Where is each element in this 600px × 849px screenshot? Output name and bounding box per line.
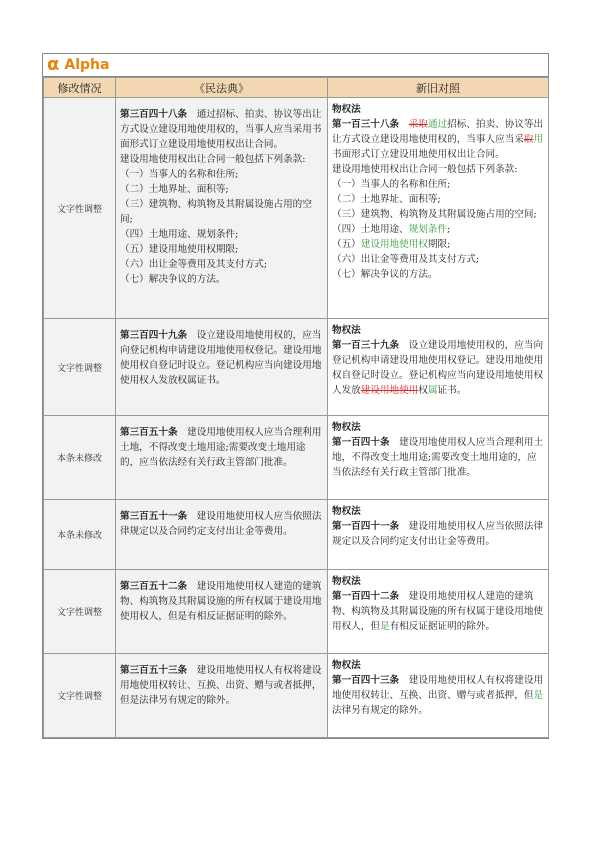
added-text: 规划条件 xyxy=(408,224,448,235)
status-cell: 文字性调整 xyxy=(44,654,116,738)
article-text xyxy=(399,119,409,130)
article-number: 第三百五十二条 xyxy=(120,581,188,592)
status-cell: 文字性调整 xyxy=(44,98,116,319)
article-text: 建设用地使用权人应当依照法律规定以及合同约定支付出让金等费用。 xyxy=(332,521,544,547)
table-header-row xyxy=(44,78,549,98)
law-label: 物权法 xyxy=(332,422,361,433)
civil-code-cell xyxy=(116,416,328,500)
article-line: （一）当事人的名称和住所; xyxy=(120,169,239,180)
article-line: （七）解决争议的方法。 xyxy=(332,269,438,280)
article-text: 法律另有规定的除外。 xyxy=(332,705,428,716)
article-text: 建设用地使用权人应当合理利用土地，不得改变土地用途;需要改变土地用途的，应当依法经有关行政主管部门批准。 xyxy=(332,437,544,478)
article-line: （五）建设用地使用权期限; xyxy=(120,244,239,255)
article-text: ; xyxy=(447,224,451,235)
civil-code-cell xyxy=(116,98,328,319)
article-line: （三）建筑物、构筑物及其附属设施占用的空间; xyxy=(332,209,537,220)
added-text: 属 xyxy=(427,385,438,396)
article-line: （六）出让金等费用及其支付方式; xyxy=(120,259,268,270)
article-text: 证书。 xyxy=(437,385,467,396)
added-text: 建设用地使用权 xyxy=(360,239,428,250)
comparison-table xyxy=(43,77,549,738)
header-status: 修改情况 xyxy=(44,78,116,98)
comparison-document xyxy=(42,53,549,739)
header-comparison: 新旧对照 xyxy=(328,78,549,98)
article-number: 第一百四十一条 xyxy=(332,521,400,532)
status-cell: 文字性调整 xyxy=(44,570,116,654)
article-text: 建设用地使用权人应当依照法律规定以及合同约定支付出让金等费用。 xyxy=(120,511,322,537)
law-label: 物权法 xyxy=(332,660,361,671)
deleted-text: 取 xyxy=(523,134,534,145)
table-row xyxy=(44,98,549,319)
comparison-cell xyxy=(328,98,549,319)
deleted-text: 建设用地使用 xyxy=(360,385,419,396)
article-line: （一）当事人的名称和住所; xyxy=(332,179,451,190)
article-number: 第三百五十条 xyxy=(120,427,178,438)
article-text: 建设用地使用权人建造的建筑物、构筑物及其附属设施的所有权属于建设用地使用权人，但 xyxy=(332,591,544,632)
civil-code-cell xyxy=(116,570,328,654)
article-line: （三）建筑物、构筑物及其附属设施占用的空间; xyxy=(120,199,312,225)
civil-code-cell xyxy=(116,654,328,738)
comparison-cell xyxy=(328,500,549,570)
article-text: 招标、拍卖、协议等出让方式设立建设用地使用权的，当事人应当采 xyxy=(332,119,544,145)
comparison-cell xyxy=(328,654,549,738)
article-text: 通过招标、拍卖、协议等出让方式设立建设用地使用权的，当事人应当采用书面形式订立建设用地使用权出让合同。 xyxy=(120,109,322,150)
article-line xyxy=(332,237,544,252)
table-row xyxy=(44,654,549,738)
article-line: （六）出让金等费用及其支付方式; xyxy=(332,254,480,265)
article-line: （二）土地界址、面积等; xyxy=(120,184,229,195)
civil-code-cell xyxy=(116,500,328,570)
article-text: 建设用地使用权人建造的建筑物、构筑物及其附属设施的所有权属于建设用地使用权人，但是有相反证据证明的除外。 xyxy=(120,581,322,622)
comparison-cell xyxy=(328,319,549,416)
article-text: 设立建设用地使用权的，应当向登记机构申请建设用地使用权登记。建设用地使用权自登记时设立。登记机构应当向建设用地使用权人发放权属证书。 xyxy=(120,330,322,386)
article-text: 建设用地使用权人应当合理利用土地，不得改变土地用途;需要改变土地用途的，应当依法经有关行政主管部门批准。 xyxy=(120,427,322,468)
brand-name: Alpha xyxy=(64,57,110,73)
table-row xyxy=(44,570,549,654)
table-row xyxy=(44,319,549,416)
status-cell: 本条未修改 xyxy=(44,500,116,570)
article-number: 第三百五十三条 xyxy=(120,665,188,676)
article-line: （七）解决争议的方法。 xyxy=(120,274,226,285)
article-text: （四）土地用途、 xyxy=(332,224,409,235)
article-number: 第三百四十九条 xyxy=(120,330,188,341)
article-text: 建设用地使用权人有权将建设用地使用权转让、互换、出资、赠与或者抵押，但是法律另有规定的除外。 xyxy=(120,665,322,706)
article-text: 期限; xyxy=(427,239,451,250)
article-number: 第一百三十九条 xyxy=(332,340,400,351)
brand-bar xyxy=(43,54,548,77)
article-line: （四）土地用途、规划条件; xyxy=(120,229,239,240)
law-label: 物权法 xyxy=(332,104,361,115)
article-text: （五） xyxy=(332,239,361,250)
article-text: 书面形式订立建设用地使用权出让合同。 xyxy=(332,149,505,160)
law-label: 物权法 xyxy=(332,506,361,517)
article-line: 建设用地使用权出让合同一般包括下列条款: xyxy=(120,154,306,165)
added-text: 是 xyxy=(379,621,390,632)
comparison-cell xyxy=(328,570,549,654)
article-text: 设立建设用地使用权的，应当向登记机构申请建设用地使用权登记。建设用地使用权自登记时设立。登记机构应当向建设用地使用权人发放 xyxy=(332,340,544,396)
article-line xyxy=(332,222,544,237)
table-row xyxy=(44,500,549,570)
law-label: 物权法 xyxy=(332,576,361,587)
added-text: 用 xyxy=(533,134,544,145)
deleted-text: 采取 xyxy=(408,119,428,130)
comparison-cell xyxy=(328,416,549,500)
article-number: 第一百三十八条 xyxy=(332,119,400,130)
article-number: 第三百四十八条 xyxy=(120,109,188,120)
civil-code-cell xyxy=(116,319,328,416)
law-label: 物权法 xyxy=(332,325,361,336)
table-row xyxy=(44,416,549,500)
added-text: 通过 xyxy=(427,119,448,130)
article-line: （二）土地界址、面积等; xyxy=(332,194,441,205)
article-number: 第一百四十条 xyxy=(332,437,390,448)
alpha-logo-icon: α xyxy=(47,54,60,75)
article-number: 第三百五十一条 xyxy=(120,511,188,522)
article-line: 建设用地使用权出让合同一般包括下列条款: xyxy=(332,164,518,175)
status-cell: 本条未修改 xyxy=(44,416,116,500)
header-civil-code: 《民法典》 xyxy=(116,78,328,98)
article-text: 建设用地使用权人有权将建设用地使用权转让、互换、出资、赠与或者抵押，但 xyxy=(332,675,544,701)
status-cell: 文字性调整 xyxy=(44,319,116,416)
added-text: 是 xyxy=(533,690,544,701)
article-text: 有相反证据证明的除外。 xyxy=(389,621,496,632)
article-number: 第一百四十二条 xyxy=(332,591,400,602)
article-text: 权 xyxy=(418,385,428,396)
article-number: 第一百四十三条 xyxy=(332,675,400,686)
